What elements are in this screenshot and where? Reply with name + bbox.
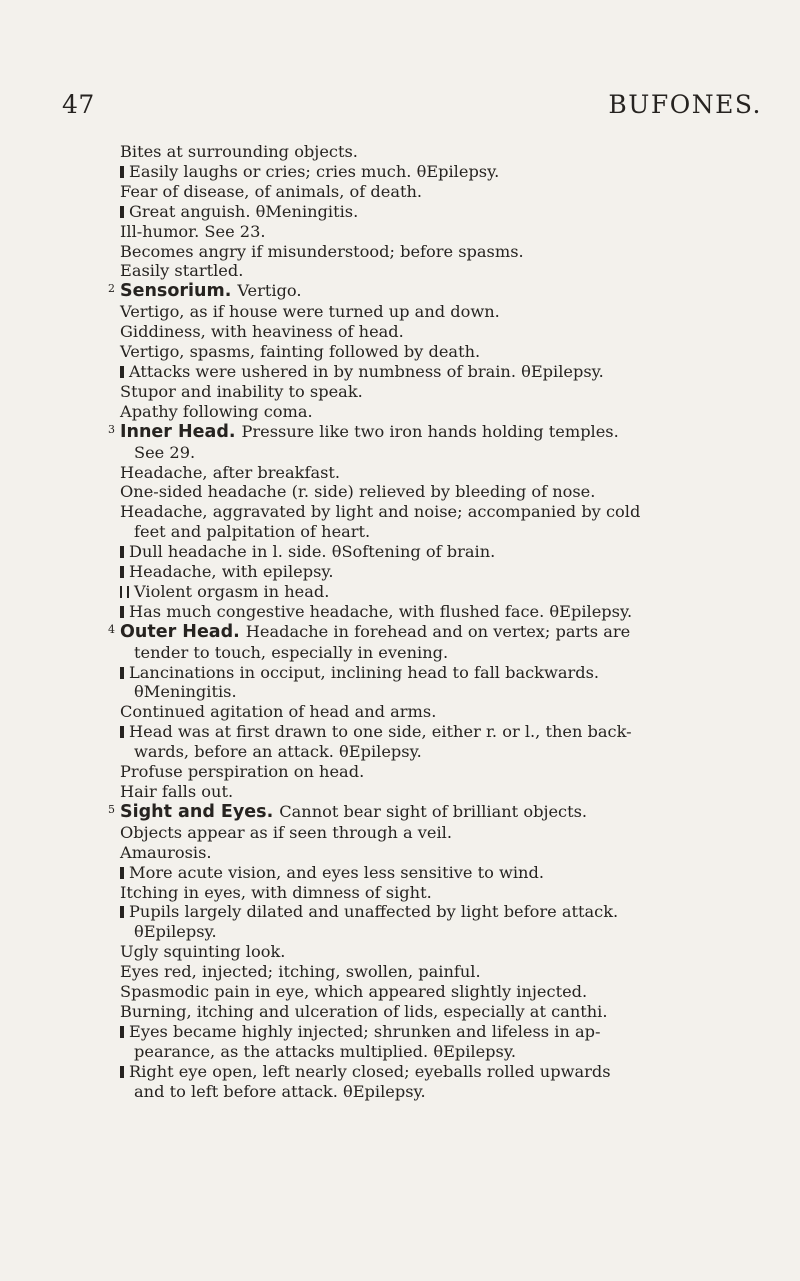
line-text: feet and palpitation of heart. [134,522,371,542]
line-text: tender to touch, especially in evening. [134,642,449,662]
line-text: Violent orgasm in head. [134,581,330,601]
text-line [120,402,780,422]
running-head: BUFONES. [608,90,762,119]
text-line [120,342,780,362]
text-line [120,1002,780,1022]
bullet-mark-icon [120,667,124,679]
text-line [120,542,780,562]
bullet-mark-icon [120,586,122,598]
section-heading-line [108,281,780,302]
line-text: Bites at surrounding objects. [120,142,358,161]
text-line [120,982,780,1002]
text-line [120,261,780,281]
section-number: 5 [108,802,115,816]
line-text: Right eye open, left nearly closed; eyeballs rolled upwards [129,1061,611,1081]
line-text: Vertigo. [237,281,302,301]
text-line [120,902,780,922]
line-text: Giddiness, with heaviness of head. [120,322,404,342]
bullet-mark-icon [120,1066,124,1078]
line-text: Head was at first drawn to one side, either r. or l., then back- [129,722,632,742]
line-text: Dull headache in l. side. θSoftening of brain. [129,542,496,562]
line-text: Headache in forehead and on vertex; parts are [245,621,631,641]
line-text: Attacks were ushered in by numbness of brain. θEpilepsy. [129,361,604,381]
page-number: 47 [62,90,95,119]
section-heading: Sensorium. [120,281,232,302]
bullet-mark-icon [120,206,124,218]
line-text: Headache, with epilepsy. [129,562,334,582]
line-text: and to left before attack. θEpilepsy. [134,1081,426,1101]
text-line [120,962,780,982]
section-heading-line [108,621,780,643]
section-heading-line [108,421,780,443]
text-line [120,362,780,382]
bullet-mark-icon [120,366,124,378]
text-line [120,643,780,663]
section-heading-line [108,801,780,823]
text-line [120,522,780,542]
text-line [120,1082,780,1102]
bullet-mark-icon [120,726,124,738]
text-line [120,202,780,222]
bullet-mark-icon [120,867,124,879]
text-line [120,302,780,322]
line-text: Headache, aggravated by light and noise; accompanied by cold [120,502,641,522]
line-text: Eyes red, injected; itching, swollen, painful. [120,962,481,982]
page-body [108,142,780,1102]
bullet-mark-icon [120,1026,124,1038]
line-text: Vertigo, spasms, fainting followed by death. [120,342,481,362]
line-text: Has much congestive headache, with flushed face. θEpilepsy. [129,601,633,621]
section-heading: Outer Head. [120,621,240,642]
text-line [120,463,780,483]
text-line [120,922,780,942]
text-line [120,843,780,863]
line-text: Ill-humor. See 23. [120,221,266,241]
bullet-mark-icon [127,586,129,598]
text-line [120,142,780,162]
line-text: More acute vision, and eyes less sensitive to wind. [129,862,544,882]
bullet-mark-icon [120,546,124,558]
text-line [120,863,780,883]
bullet-mark-icon [120,566,124,578]
text-line [120,242,780,262]
bullet-mark-icon [120,166,124,178]
line-text: Vertigo, as if house were turned up and down. [120,302,500,322]
line-text: Easily laughs or cries; cries much. θEpilepsy. [129,161,500,181]
bullet-mark-icon [120,606,124,618]
section-number: 2 [108,282,115,296]
text-line [120,742,780,762]
text-line [120,482,780,502]
line-text: Profuse perspiration on head. [120,762,365,782]
line-text: Headache, after breakfast. [120,462,341,482]
line-text: Pressure like two iron hands holding temples. [241,421,619,441]
line-text: Spasmodic pain in eye, which appeared slightly injected. [120,982,588,1002]
text-line [120,762,780,782]
line-text: θMeningitis. [134,682,237,702]
line-text: Fear of disease, of animals, of death. [120,181,423,201]
line-text: Burning, itching and ulceration of lids, especially at canthi. [120,1001,608,1021]
line-text: Itching in eyes, with dimness of sight. [120,882,432,902]
section-heading: Inner Head. [120,421,236,442]
line-text: Continued agitation of head and arms. [120,702,437,722]
text-line [120,382,780,402]
text-line [120,1062,780,1082]
line-text: Cannot bear sight of brilliant objects. [279,801,588,821]
text-line [120,1042,780,1062]
text-line [120,562,780,582]
line-text: Hair falls out. [120,782,234,801]
text-line [120,942,780,962]
text-line [120,883,780,903]
text-line [120,162,780,182]
line-text: Stupor and inability to speak. [120,381,363,401]
text-line [120,782,780,802]
line-text: pearance, as the attacks multiplied. θEpilepsy. [134,1041,516,1061]
text-line [120,702,780,722]
line-text: Amaurosis. [120,842,212,862]
text-line [120,1022,780,1042]
line-text: Pupils largely dilated and unaffected by light before attack. [129,902,619,922]
line-text: Lancinations in occiput, inclining head to fall backwards. [129,662,600,682]
text-line [120,663,780,683]
line-text: Eyes became highly injected; shrunken and lifeless in ap- [129,1021,601,1041]
text-line [120,722,780,742]
line-text: One-sided headache (r. side) relieved by bleeding of nose. [120,482,596,502]
text-line [120,443,780,463]
text-line [120,582,780,602]
line-text: Apathy following coma. [120,401,313,421]
section-number: 4 [108,622,115,636]
line-text: Great anguish. θMeningitis. [129,201,359,221]
line-text: wards, before an attack. θEpilepsy. [134,742,422,762]
section-number: 3 [108,422,115,436]
line-text: θEpilepsy. [134,922,217,942]
line-text: Objects appear as if seen through a veil. [120,822,452,842]
text-line [120,602,780,622]
text-line [120,823,780,843]
line-text: Becomes angry if misunderstood; before spasms. [120,241,524,261]
text-line [120,682,780,702]
section-heading: Sight and Eyes. [120,801,274,822]
text-line [120,182,780,202]
text-line [120,502,780,522]
text-line [120,322,780,342]
bullet-mark-icon [120,906,124,918]
text-line [120,222,780,242]
line-text: Ugly squinting look. [120,942,286,962]
line-text: Easily startled. [120,261,244,281]
line-text: See 29. [134,442,196,462]
